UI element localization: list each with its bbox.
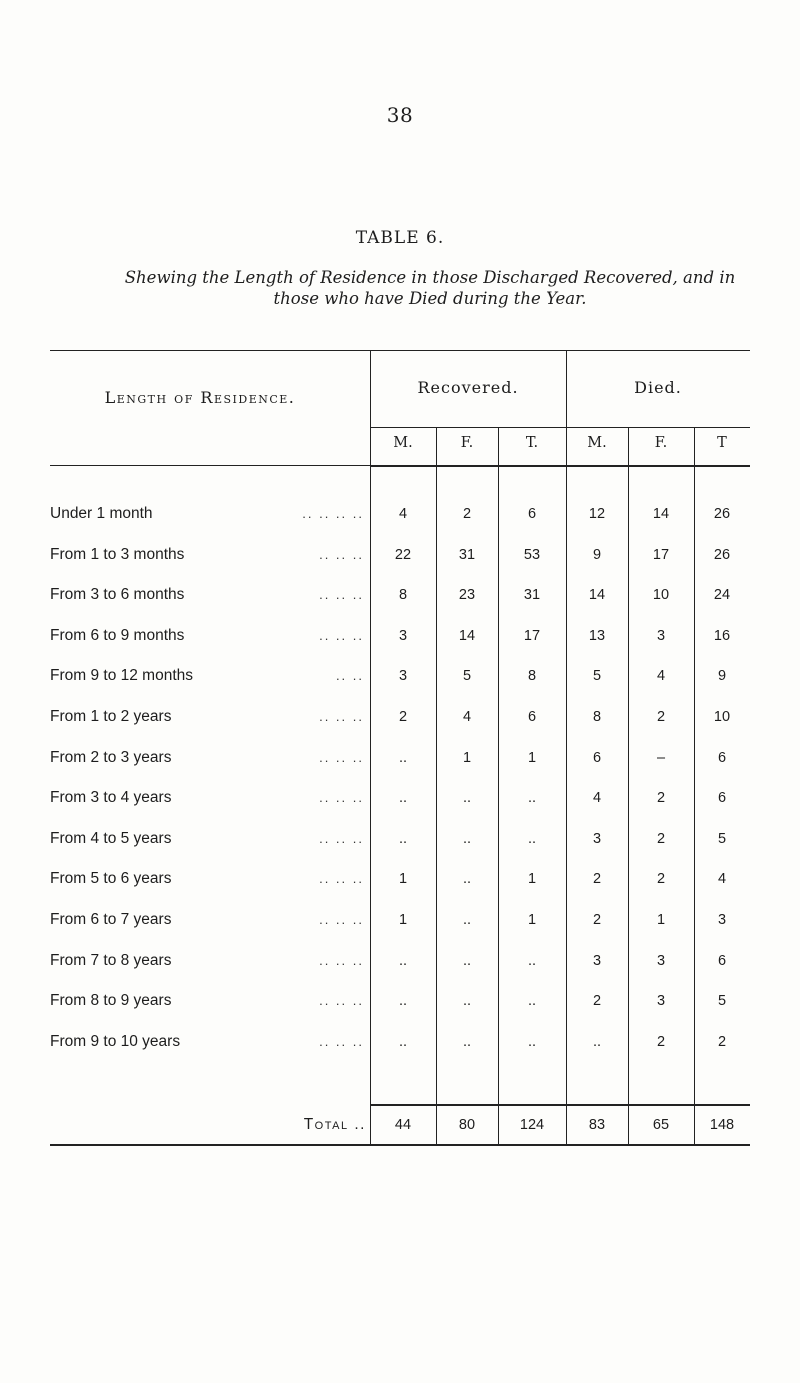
row-label: Under 1 month <box>50 505 153 522</box>
row-leader-dots: .. .. .. <box>319 750 364 765</box>
cell-died-t: 5 <box>717 993 727 1009</box>
cell-died-f: 2 <box>656 871 666 887</box>
cell-died-m: 12 <box>588 506 606 522</box>
cell-died-f: 2 <box>656 709 666 725</box>
cell-recovered-f: 2 <box>462 506 472 522</box>
cell-died-m: 14 <box>588 587 606 603</box>
row-leader-dots: .. .. .. <box>319 953 364 968</box>
cell-died-t: 6 <box>717 953 727 969</box>
cell-recovered-m: 1 <box>398 912 408 928</box>
cell-recovered-t: .. <box>527 993 537 1009</box>
cell-died-f: 3 <box>656 993 666 1009</box>
cell-recovered-f: .. <box>462 912 472 928</box>
col-divider-groups <box>566 350 567 1144</box>
group-header-died: Died. <box>634 378 682 397</box>
cell-recovered-t: 1 <box>527 750 537 766</box>
cell-died-t: 5 <box>717 831 727 847</box>
total-recovered-f: 80 <box>458 1117 476 1133</box>
row-label: From 3 to 6 months <box>50 586 185 603</box>
cell-died-m: 4 <box>592 790 602 806</box>
row-label: From 3 to 4 years <box>50 789 172 806</box>
header-bottom-rule-left <box>50 465 370 466</box>
cell-died-m: 6 <box>592 750 602 766</box>
subheader-died-m: M. <box>587 435 607 451</box>
row-leader-dots: .. .. .. <box>319 547 364 562</box>
total-recovered-t: 124 <box>519 1117 545 1133</box>
cell-recovered-m: .. <box>398 1034 408 1050</box>
row-label: From 7 to 8 years <box>50 952 172 969</box>
total-died-t: 148 <box>709 1117 735 1133</box>
cell-recovered-t: 8 <box>527 668 537 684</box>
cell-recovered-m: .. <box>398 993 408 1009</box>
cell-died-f: 14 <box>652 506 670 522</box>
group-header-rule <box>370 427 750 428</box>
group-header-recovered: Recovered. <box>417 378 519 397</box>
col-divider-label <box>370 350 371 1144</box>
row-leader-dots: .. .. .. .. <box>302 506 364 521</box>
subheader-recovered-m: M. <box>393 435 413 451</box>
residence-table <box>50 350 750 1133</box>
cell-recovered-m: 22 <box>394 547 412 563</box>
cell-died-f: 2 <box>656 1034 666 1050</box>
cell-died-m: 3 <box>592 953 602 969</box>
cell-recovered-t: 6 <box>527 709 537 725</box>
cell-died-t: 6 <box>717 750 727 766</box>
cell-recovered-t: 53 <box>523 547 541 563</box>
cell-recovered-m: 2 <box>398 709 408 725</box>
cell-recovered-m: .. <box>398 831 408 847</box>
page-number: 38 <box>386 103 414 127</box>
cell-died-f: 1 <box>656 912 666 928</box>
cell-died-t: 4 <box>717 871 727 887</box>
row-label: From 1 to 3 months <box>50 546 185 563</box>
cell-died-f: 4 <box>656 668 666 684</box>
row-label: From 4 to 5 years <box>50 830 172 847</box>
cell-recovered-f: .. <box>462 953 472 969</box>
subheader-died-t: T <box>717 435 727 451</box>
cell-died-m: 2 <box>592 871 602 887</box>
total-recovered-m: 44 <box>394 1117 412 1133</box>
row-leader-dots: .. .. .. <box>319 790 364 805</box>
cell-died-m: 2 <box>592 993 602 1009</box>
row-label: From 6 to 7 years <box>50 911 172 928</box>
row-leader-dots: .. .. .. <box>319 628 364 643</box>
cell-recovered-m: 3 <box>398 668 408 684</box>
cell-recovered-m: .. <box>398 750 408 766</box>
cell-recovered-t: .. <box>527 790 537 806</box>
total-label: Total .. <box>303 1116 366 1133</box>
cell-died-t: 10 <box>713 709 731 725</box>
cell-recovered-f: .. <box>462 831 472 847</box>
total-died-f: 65 <box>652 1117 670 1133</box>
cell-died-t: 26 <box>713 547 731 563</box>
cell-died-t: 3 <box>717 912 727 928</box>
cell-recovered-f: .. <box>462 871 472 887</box>
row-header-length-of-residence: Length of Residence. <box>104 388 296 407</box>
total-died-m: 83 <box>588 1117 606 1133</box>
cell-recovered-f: 14 <box>458 628 476 644</box>
cell-recovered-m: 8 <box>398 587 408 603</box>
cell-died-f: 3 <box>656 628 666 644</box>
cell-died-f: – <box>656 750 666 766</box>
cell-died-t: 16 <box>713 628 731 644</box>
cell-recovered-t: .. <box>527 831 537 847</box>
cell-recovered-f: 31 <box>458 547 476 563</box>
table-subtitle: Shewing the Length of Residence in those Discharged Recovered, and in those who have Died during the Year. <box>124 268 736 308</box>
cell-died-f: 3 <box>656 953 666 969</box>
cell-died-f: 10 <box>652 587 670 603</box>
cell-recovered-f: 23 <box>458 587 476 603</box>
row-leader-dots: .. .. .. <box>319 587 364 602</box>
cell-died-m: 8 <box>592 709 602 725</box>
cell-recovered-m: .. <box>398 790 408 806</box>
cell-died-t: 2 <box>717 1034 727 1050</box>
row-leader-dots: .. .. .. <box>319 912 364 927</box>
cell-died-m: 3 <box>592 831 602 847</box>
row-leader-dots: .. .. <box>335 668 364 683</box>
top-rule <box>50 350 750 351</box>
cell-recovered-m: 3 <box>398 628 408 644</box>
row-leader-dots: .. .. .. <box>319 709 364 724</box>
cell-recovered-t: 1 <box>527 912 537 928</box>
row-leader-dots: .. .. .. <box>319 1034 364 1049</box>
row-label: From 9 to 12 months <box>50 667 194 684</box>
row-label: From 6 to 9 months <box>50 627 185 644</box>
cell-died-f: 2 <box>656 831 666 847</box>
cell-died-m: 9 <box>592 547 602 563</box>
cell-recovered-f: .. <box>462 790 472 806</box>
cell-recovered-f: 4 <box>462 709 472 725</box>
cell-recovered-f: 5 <box>462 668 472 684</box>
cell-died-m: 5 <box>592 668 602 684</box>
cell-recovered-t: 31 <box>523 587 541 603</box>
cell-recovered-m: .. <box>398 953 408 969</box>
subheader-recovered-f: F. <box>460 435 474 451</box>
cell-recovered-t: 1 <box>527 871 537 887</box>
cell-died-t: 6 <box>717 790 727 806</box>
row-label: From 1 to 2 years <box>50 708 172 725</box>
cell-recovered-t: .. <box>527 1034 537 1050</box>
row-label: From 5 to 6 years <box>50 870 172 887</box>
row-leader-dots: .. .. .. <box>319 871 364 886</box>
row-label: From 2 to 3 years <box>50 749 172 766</box>
cell-recovered-m: 4 <box>398 506 408 522</box>
cell-recovered-f: .. <box>462 993 472 1009</box>
cell-died-f: 2 <box>656 790 666 806</box>
bottom-rule <box>50 1144 750 1146</box>
cell-died-t: 9 <box>717 668 727 684</box>
cell-died-m: .. <box>592 1034 602 1050</box>
cell-recovered-m: 1 <box>398 871 408 887</box>
subheader-died-f: F. <box>654 435 668 451</box>
cell-recovered-t: 17 <box>523 628 541 644</box>
cell-died-m: 2 <box>592 912 602 928</box>
row-label: From 8 to 9 years <box>50 992 172 1009</box>
cell-died-t: 26 <box>713 506 731 522</box>
row-leader-dots: .. .. .. <box>319 993 364 1008</box>
cell-recovered-t: 6 <box>527 506 537 522</box>
header-bottom-rule-right <box>370 465 750 467</box>
subheader-recovered-t: T. <box>525 435 539 451</box>
total-rule <box>370 1104 750 1106</box>
table-title: TABLE 6. <box>355 228 445 248</box>
cell-recovered-f: 1 <box>462 750 472 766</box>
cell-recovered-f: .. <box>462 1034 472 1050</box>
cell-died-m: 13 <box>588 628 606 644</box>
row-leader-dots: .. .. .. <box>319 831 364 846</box>
cell-died-t: 24 <box>713 587 731 603</box>
cell-died-f: 17 <box>652 547 670 563</box>
cell-recovered-t: .. <box>527 953 537 969</box>
row-label: From 9 to 10 years <box>50 1033 181 1050</box>
